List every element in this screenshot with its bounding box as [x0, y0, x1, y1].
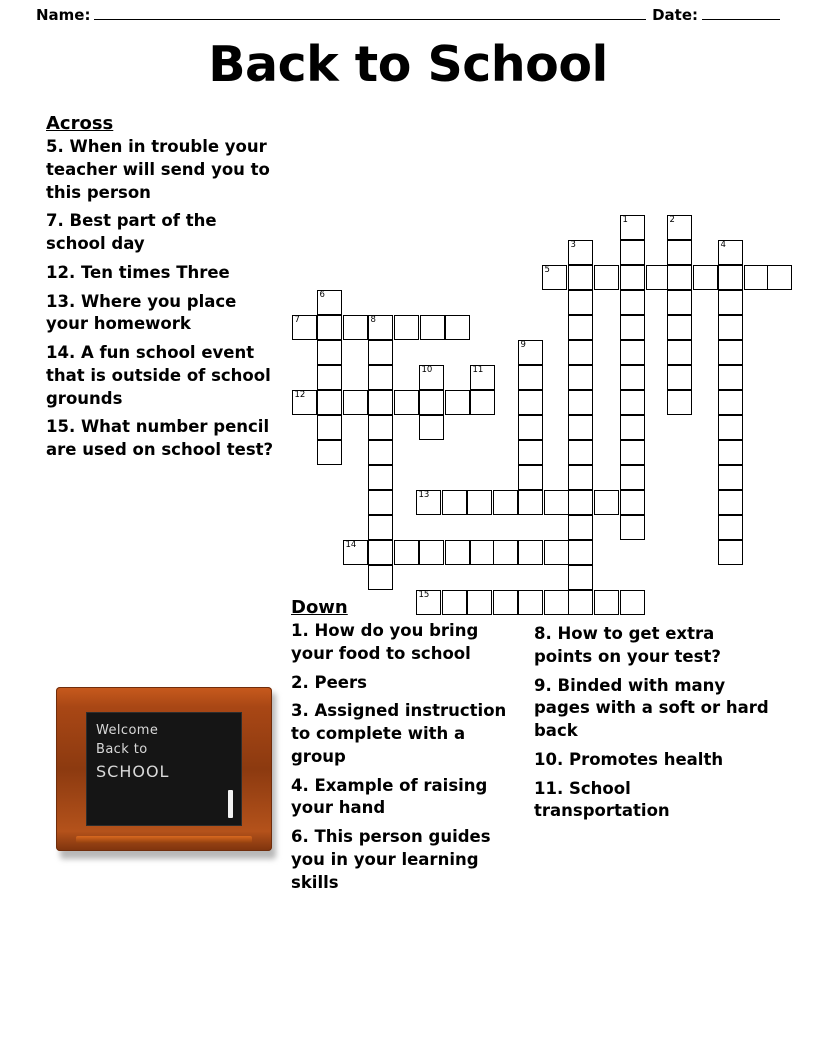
grid-cell[interactable]: [718, 415, 743, 440]
grid-cell[interactable]: [419, 540, 444, 565]
grid-cell[interactable]: [667, 265, 692, 290]
clue-number: 13.: [46, 291, 76, 311]
grid-cell[interactable]: [620, 265, 645, 290]
chalk-stick-icon: [228, 790, 233, 818]
grid-cell[interactable]: [317, 415, 342, 440]
across-heading: Across: [46, 113, 114, 134]
down-clues-section-continued: [534, 597, 772, 829]
grid-cell[interactable]: [620, 465, 645, 490]
clue-text: How do you bring your food to school: [291, 621, 479, 663]
clue-number: 8.: [534, 624, 552, 643]
grid-cell[interactable]: [518, 440, 543, 465]
grid-cell[interactable]: [368, 490, 393, 515]
grid-cell-numbered-10[interactable]: [419, 365, 444, 390]
clue-text: Ten times Three: [80, 262, 230, 282]
clue-down-11: [534, 778, 772, 824]
grid-cell[interactable]: [568, 490, 593, 515]
grid-cell[interactable]: [317, 340, 342, 365]
grid-cell-number: 11: [472, 365, 484, 375]
grid-cell[interactable]: [718, 340, 743, 365]
grid-cell[interactable]: [667, 340, 692, 365]
clue-down-2: [291, 672, 519, 695]
clue-across-12: [46, 262, 274, 285]
grid-cell[interactable]: [667, 315, 692, 340]
grid-cell-number: 5: [544, 265, 550, 275]
grid-cell-numbered-8[interactable]: [368, 315, 393, 340]
grid-cell-numbered-7[interactable]: [292, 315, 317, 340]
grid-cell-numbered-6[interactable]: [317, 290, 342, 315]
clue-text: What number pencil are used on school test?: [46, 417, 274, 460]
grid-cell[interactable]: [343, 390, 368, 415]
grid-cell[interactable]: [368, 540, 393, 565]
grid-cell-number: 12: [294, 390, 306, 400]
grid-cell[interactable]: [718, 390, 743, 415]
grid-cell[interactable]: [343, 315, 368, 340]
clue-number: 10.: [534, 749, 564, 769]
clue-number: 6.: [291, 827, 309, 847]
grid-cell[interactable]: [544, 540, 569, 565]
chalkboard-ledge: [76, 836, 252, 843]
grid-cell[interactable]: [667, 390, 692, 415]
clue-text: Binded with many pages with a soft or hard back: [534, 675, 769, 741]
clue-text: Peers: [314, 672, 367, 692]
grid-cell-number: 1: [622, 215, 628, 225]
grid-cell-number: 8: [370, 315, 376, 325]
chalkboard-image: [56, 687, 276, 859]
grid-cell[interactable]: [620, 315, 645, 340]
clue-number: 12.: [46, 262, 76, 282]
clue-number: 2.: [291, 672, 309, 692]
crossword-grid[interactable]: [290, 106, 790, 600]
clue-text: Best part of the school day: [46, 211, 217, 254]
grid-cell[interactable]: [518, 540, 543, 565]
grid-cell-number: 9: [520, 340, 526, 350]
grid-cell-numbered-4[interactable]: [718, 240, 743, 265]
grid-cell[interactable]: [394, 315, 419, 340]
date-label: Date:: [652, 6, 698, 24]
grid-cell-numbered-5[interactable]: [542, 265, 567, 290]
grid-cell[interactable]: [419, 415, 444, 440]
chalkboard-line-1: Welcome: [96, 723, 159, 738]
chalkboard-line-2: Back to: [96, 741, 148, 757]
name-write-in-line[interactable]: [94, 7, 646, 20]
clue-across-13: [46, 291, 274, 337]
grid-cell[interactable]: [718, 440, 743, 465]
grid-cell[interactable]: [620, 290, 645, 315]
grid-cell-numbered-1[interactable]: [620, 215, 645, 240]
grid-cell-number: 6: [319, 290, 325, 300]
grid-cell[interactable]: [368, 565, 393, 590]
clue-down-3: [291, 700, 519, 768]
grid-cell[interactable]: [568, 365, 593, 390]
down-clues-section: [291, 597, 519, 900]
clue-text: Example of raising your hand: [291, 775, 488, 818]
grid-cell[interactable]: [518, 465, 543, 490]
grid-cell[interactable]: [667, 365, 692, 390]
grid-cell-numbered-3[interactable]: [568, 240, 593, 265]
clue-across-14: [46, 342, 274, 410]
grid-cell-numbered-11[interactable]: [470, 365, 495, 390]
grid-cell[interactable]: [620, 515, 645, 540]
grid-cell[interactable]: [568, 265, 593, 290]
student-info-line: [36, 6, 780, 24]
grid-cell[interactable]: [568, 290, 593, 315]
grid-cell[interactable]: [620, 390, 645, 415]
chalkboard-frame: [56, 687, 272, 851]
grid-cell[interactable]: [317, 390, 342, 415]
grid-cell[interactable]: [394, 390, 419, 415]
grid-cell-number: 3: [570, 240, 576, 250]
clue-down-9: [534, 675, 772, 743]
grid-cell[interactable]: [568, 340, 593, 365]
chalkboard-text: [96, 722, 169, 783]
grid-cell[interactable]: [442, 490, 467, 515]
grid-cell[interactable]: [718, 490, 743, 515]
grid-cell[interactable]: [718, 365, 743, 390]
clue-text: When in trouble your teacher will send you to this person: [46, 137, 270, 202]
grid-cell[interactable]: [317, 440, 342, 465]
grid-cell[interactable]: [470, 540, 495, 565]
clue-across-5: [46, 136, 274, 204]
grid-cell-number: 15: [418, 590, 430, 600]
grid-cell-number: 10: [421, 365, 433, 375]
clue-number: 3.: [291, 701, 309, 721]
grid-cell[interactable]: [568, 465, 593, 490]
grid-cell[interactable]: [594, 490, 619, 515]
grid-cell[interactable]: [718, 540, 743, 565]
clue-text: School transportation: [534, 778, 670, 821]
clue-down-4: [291, 775, 519, 821]
column-spacer: [534, 597, 772, 623]
clue-down-10: [534, 749, 772, 772]
grid-cell[interactable]: [568, 565, 593, 590]
clue-number: 11.: [534, 778, 564, 798]
grid-cell[interactable]: [394, 540, 419, 565]
grid-cell[interactable]: [568, 440, 593, 465]
grid-cell[interactable]: [568, 415, 593, 440]
grid-cell[interactable]: [445, 315, 470, 340]
chalkboard-line-3: SCHOOL: [96, 761, 170, 781]
clue-down-6: [291, 826, 519, 894]
grid-cell[interactable]: [493, 540, 518, 565]
down-heading: Down: [291, 597, 348, 618]
clue-across-7: [46, 210, 274, 256]
grid-cell-number: 13: [418, 490, 430, 500]
name-label: Name:: [36, 6, 91, 24]
grid-cell[interactable]: [718, 265, 743, 290]
grid-cell[interactable]: [368, 440, 393, 465]
grid-cell[interactable]: [518, 490, 543, 515]
grid-cell[interactable]: [368, 340, 393, 365]
date-write-in-line[interactable]: [702, 7, 780, 20]
grid-cell[interactable]: [667, 290, 692, 315]
grid-cell-number: 2: [669, 215, 675, 225]
clue-number: 1.: [291, 621, 309, 640]
grid-cell-numbered-9[interactable]: [518, 340, 543, 365]
chalkboard-surface: [86, 712, 242, 826]
grid-cell[interactable]: [693, 265, 718, 290]
grid-cell[interactable]: [445, 540, 470, 565]
grid-cell[interactable]: [620, 440, 645, 465]
grid-cell[interactable]: [568, 515, 593, 540]
grid-cell-numbered-13[interactable]: [416, 490, 441, 515]
clue-text: A fun school event that is outside of school grounds: [46, 343, 271, 408]
clue-number: 5.: [46, 137, 64, 156]
grid-cell[interactable]: [518, 415, 543, 440]
grid-cell[interactable]: [368, 515, 393, 540]
grid-cell[interactable]: [568, 315, 593, 340]
grid-cell[interactable]: [419, 390, 444, 415]
grid-cell-numbered-2[interactable]: [667, 215, 692, 240]
clue-number: 4.: [291, 775, 309, 795]
grid-cell[interactable]: [568, 390, 593, 415]
grid-cell-numbered-14[interactable]: [343, 540, 368, 565]
grid-cell-number: 4: [720, 240, 726, 250]
clue-down-1: [291, 620, 519, 666]
grid-cell[interactable]: [568, 540, 593, 565]
grid-cell[interactable]: [368, 365, 393, 390]
grid-cell[interactable]: [594, 265, 619, 290]
across-clues-section: [46, 113, 274, 468]
clue-text: How to get extra points on your test?: [534, 624, 721, 666]
grid-cell[interactable]: [493, 490, 518, 515]
grid-cell[interactable]: [718, 515, 743, 540]
clue-text: Where you place your homework: [46, 291, 237, 334]
clue-number: 9.: [534, 675, 552, 695]
clue-text: Assigned instruction to complete with a group: [291, 701, 507, 766]
grid-cell[interactable]: [368, 465, 393, 490]
grid-cell[interactable]: [544, 490, 569, 515]
clue-text: This person guides you in your learning skills: [291, 827, 491, 892]
grid-cell[interactable]: [718, 315, 743, 340]
grid-cell[interactable]: [620, 490, 645, 515]
clue-text: Promotes health: [568, 749, 724, 769]
grid-cell[interactable]: [368, 415, 393, 440]
grid-cell[interactable]: [744, 265, 769, 290]
grid-cell[interactable]: [420, 315, 445, 340]
clue-number: 14.: [46, 343, 76, 363]
clue-down-8: [534, 623, 772, 669]
grid-cell[interactable]: [718, 465, 743, 490]
clue-number: 7.: [46, 211, 64, 231]
grid-cell[interactable]: [467, 490, 492, 515]
grid-cell[interactable]: [470, 390, 495, 415]
grid-cell[interactable]: [518, 390, 543, 415]
grid-cell[interactable]: [620, 415, 645, 440]
grid-cell[interactable]: [317, 315, 342, 340]
grid-cell[interactable]: [518, 365, 543, 390]
grid-cell[interactable]: [718, 290, 743, 315]
clue-number: 15.: [46, 417, 76, 437]
grid-cell[interactable]: [667, 240, 692, 265]
grid-cell[interactable]: [368, 390, 393, 415]
grid-cell-number: 7: [294, 315, 300, 325]
grid-cell[interactable]: [620, 240, 645, 265]
grid-cell[interactable]: [445, 390, 470, 415]
grid-cell-numbered-12[interactable]: [292, 390, 317, 415]
clue-across-15: [46, 416, 274, 462]
grid-cell[interactable]: [620, 365, 645, 390]
grid-cell-number: 14: [345, 540, 357, 550]
grid-cell[interactable]: [767, 265, 792, 290]
grid-cell[interactable]: [317, 365, 342, 390]
page-title: Back to School: [208, 36, 608, 93]
grid-cell[interactable]: [620, 340, 645, 365]
